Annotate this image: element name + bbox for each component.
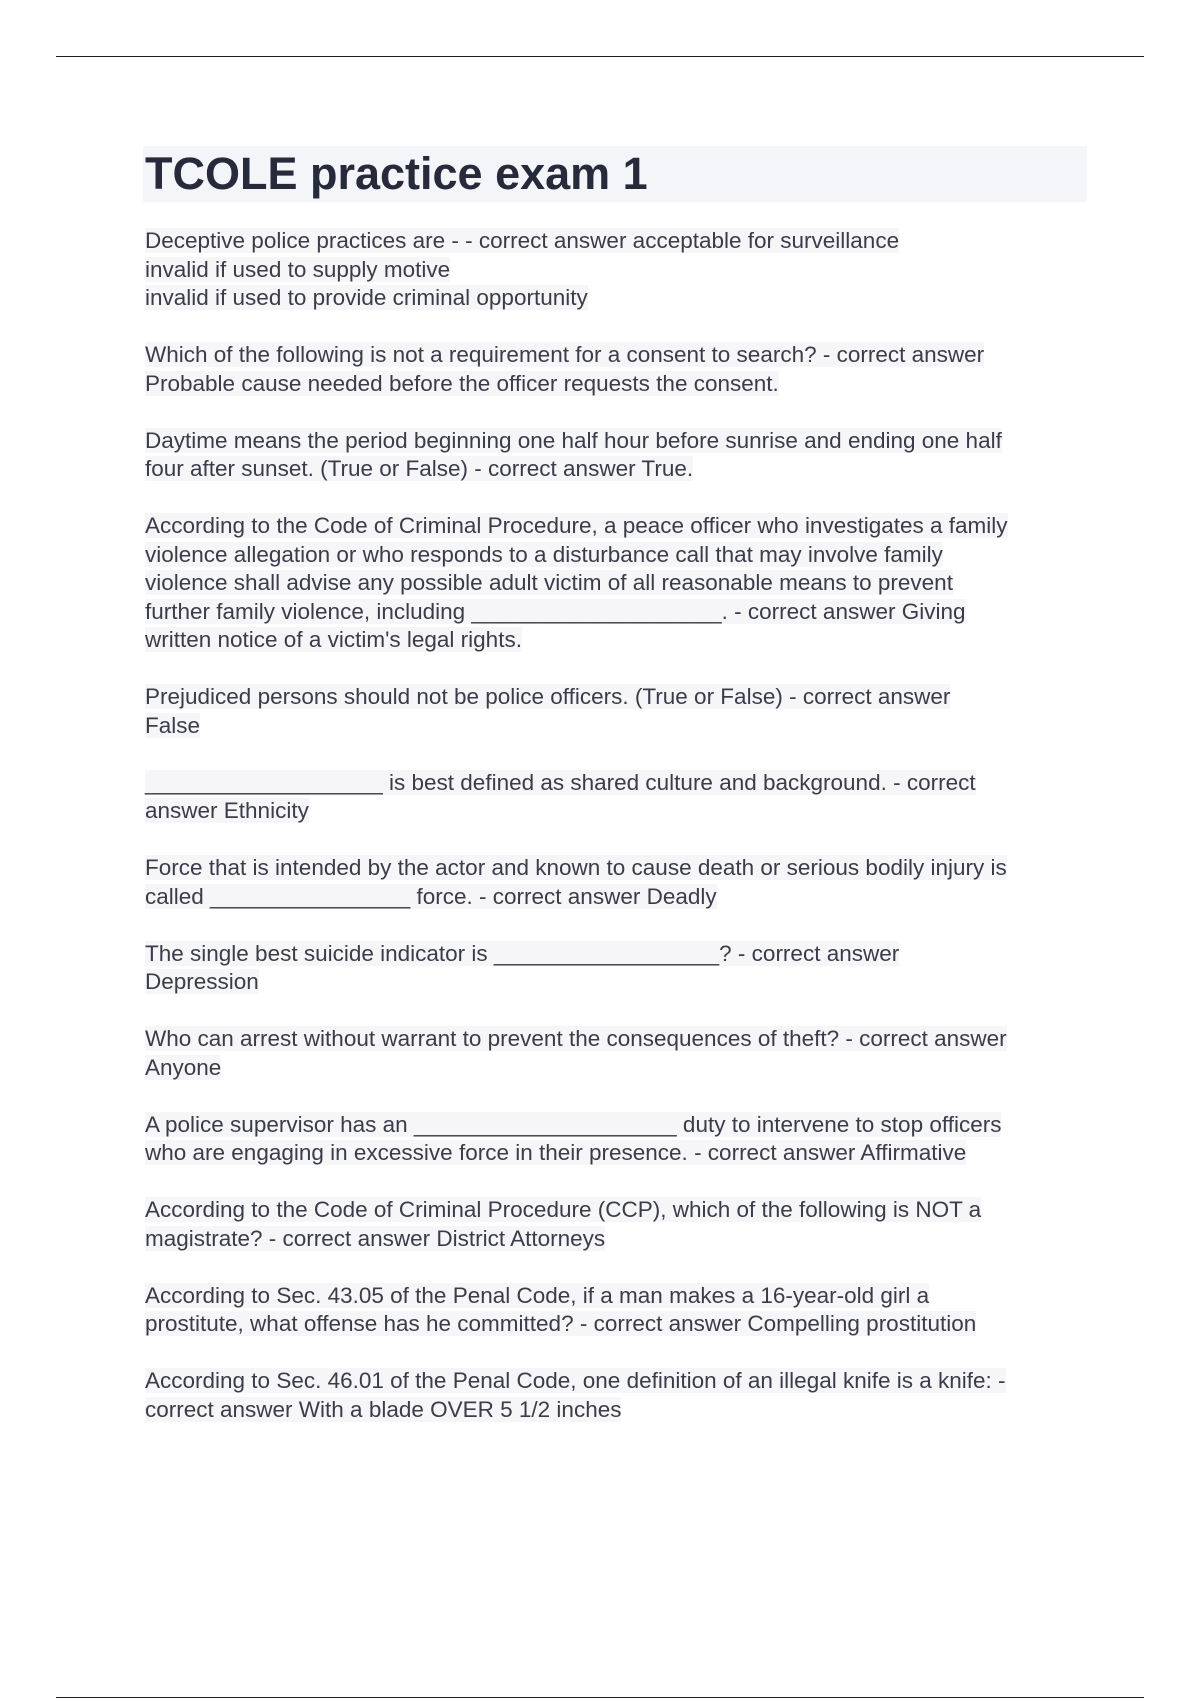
qa-line: Probable cause needed before the officer requests the consent.: [145, 370, 779, 396]
qa-line: prostitute, what offense has he committed? - correct answer Compelling prostitution: [145, 1311, 977, 1336]
qa-line: According to Sec. 46.01 of the Penal Code, one definition of an illegal knife is a knife: -: [145, 1368, 1006, 1393]
qa-line: A police supervisor has an _____________________ duty to intervene to stop officers: [145, 1111, 1002, 1137]
qa-item: [145, 1025, 1105, 1082]
qa-item: [145, 854, 1105, 911]
qa-line: According to the Code of Criminal Procedure (CCP), which of the following is NOT a: [145, 1197, 982, 1222]
qa-item: [145, 227, 1105, 313]
qa-line: ___________________ is best defined as shared culture and background. - correct: [145, 769, 976, 795]
qa-item: [145, 1367, 1105, 1424]
qa-list: [145, 227, 1105, 1453]
qa-line: Daytime means the period beginning one half hour before sunrise and ending one half: [145, 427, 1002, 453]
qa-line: violence shall advise any possible adult victim of all reasonable means to prevent: [145, 570, 953, 595]
qa-item: [145, 1282, 1105, 1339]
top-rule: [56, 56, 1144, 57]
qa-line: correct answer With a blade OVER 5 1/2 inches: [145, 1396, 622, 1422]
qa-line: who are engaging in excessive force in their presence. - correct answer Affirmative: [145, 1140, 967, 1165]
qa-item: [145, 341, 1105, 398]
qa-item: [145, 940, 1105, 997]
qa-item: [145, 512, 1105, 655]
qa-line: invalid if used to provide criminal opportunity: [145, 285, 588, 310]
qa-line: Depression: [145, 969, 259, 994]
qa-line: Which of the following is not a requirement for a consent to search? - correct answer: [145, 342, 985, 367]
page-title: TCOLE practice exam 1: [145, 148, 648, 199]
qa-line: magistrate? - correct answer District Attorneys: [145, 1225, 606, 1251]
qa-line: violence allegation or who responds to a disturbance call that may involve family: [145, 541, 943, 567]
qa-line: Anyone: [145, 1054, 222, 1080]
qa-item: [145, 1196, 1105, 1253]
qa-line: four after sunset. (True or False) - correct answer True.: [145, 456, 694, 481]
qa-line: invalid if used to supply motive: [145, 256, 451, 282]
qa-line: According to Sec. 43.05 of the Penal Code, if a man makes a 16-year-old girl a: [145, 1282, 930, 1308]
qa-item: [145, 427, 1105, 484]
qa-line: False: [145, 712, 201, 738]
qa-line: called ________________ force. - correct answer Deadly: [145, 883, 717, 909]
qa-line: Prejudiced persons should not be police officers. (True or False) - correct answer: [145, 684, 951, 709]
qa-line: answer Ethnicity: [145, 798, 309, 823]
qa-line: further family violence, including ____________________. - correct answer Giving: [145, 598, 966, 624]
qa-item: [145, 1111, 1105, 1168]
qa-line: Who can arrest without warrant to prevent the consequences of theft? - correct answer: [145, 1026, 1007, 1051]
qa-line: According to the Code of Criminal Procedure, a peace officer who investigates a family: [145, 513, 1008, 538]
qa-line: The single best suicide indicator is __________________? - correct answer: [145, 940, 900, 966]
qa-line: Deceptive police practices are - - correct answer acceptable for surveillance: [145, 228, 900, 253]
bottom-rule: [56, 1697, 1144, 1698]
qa-item: [145, 769, 1105, 826]
qa-item: [145, 683, 1105, 740]
qa-line: written notice of a victim's legal rights.: [145, 627, 522, 652]
qa-line: Force that is intended by the actor and known to cause death or serious bodily injury is: [145, 855, 1007, 880]
